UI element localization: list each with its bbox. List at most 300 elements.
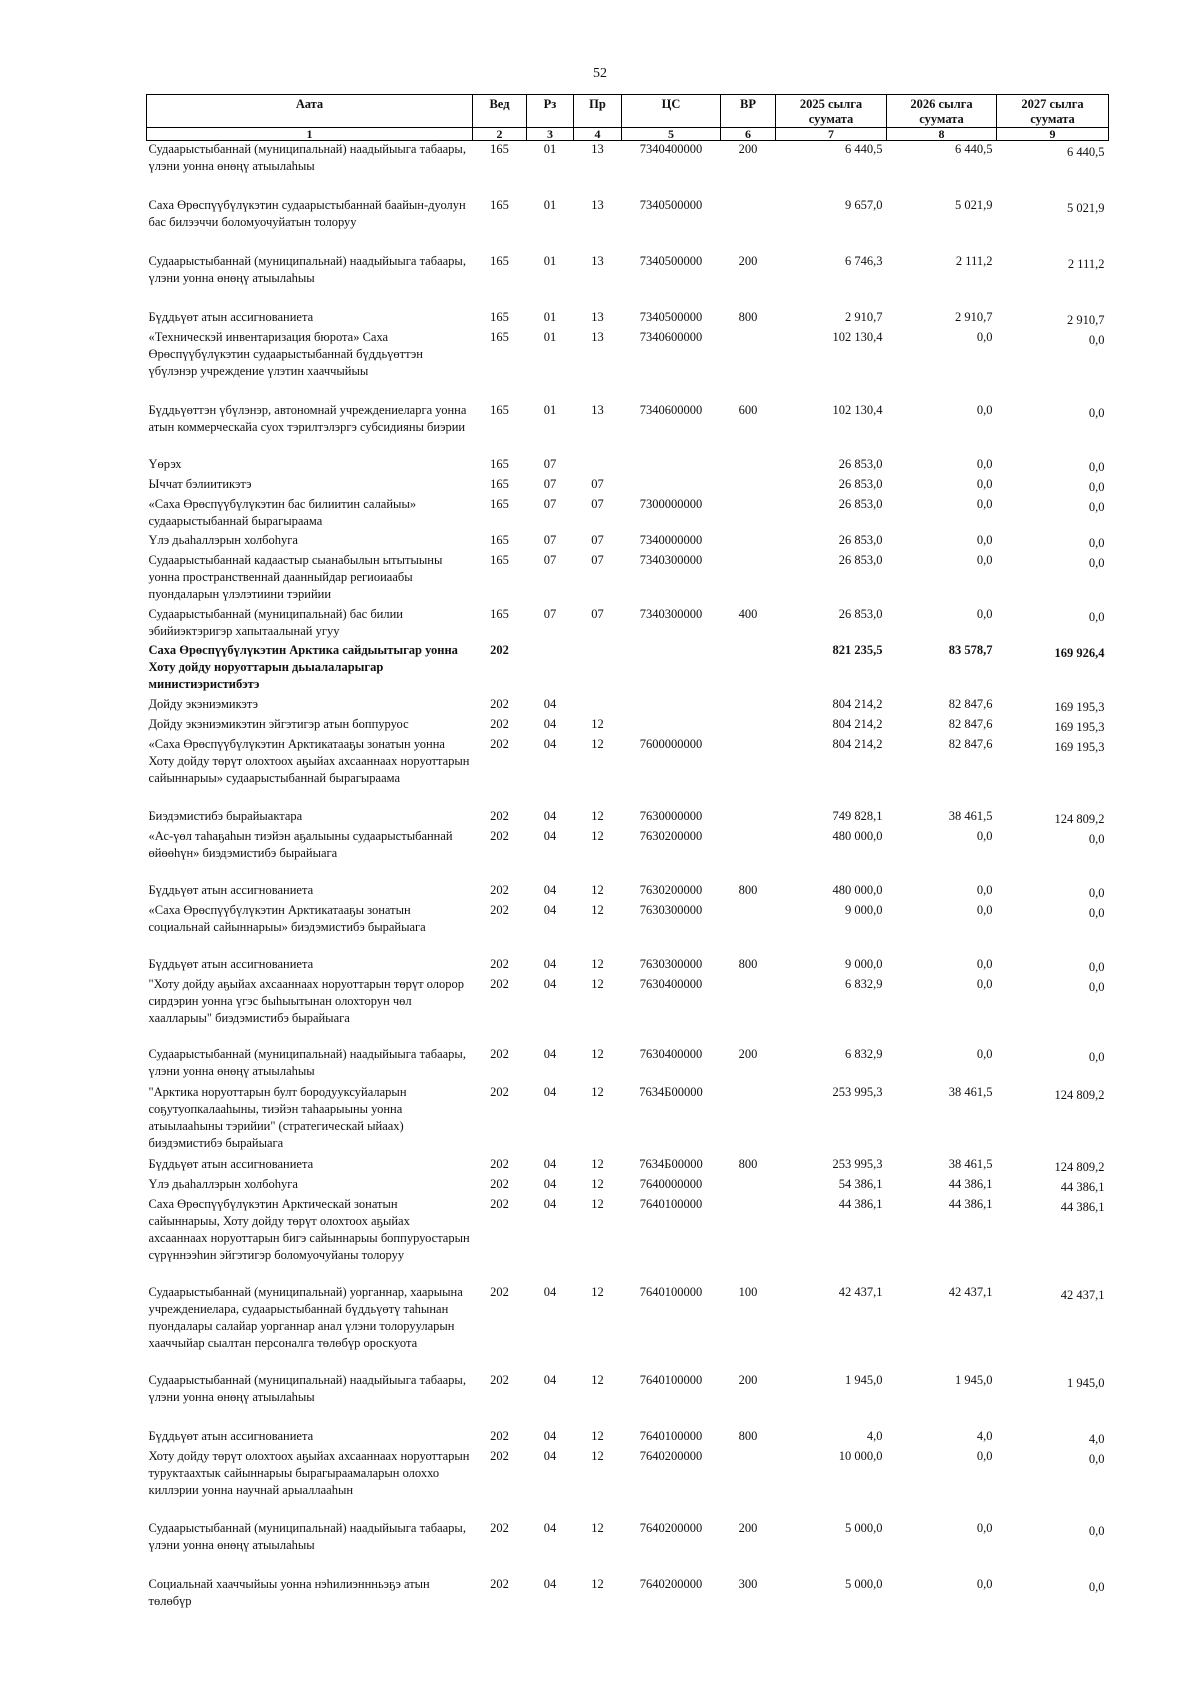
row-amount-2027: 0,0 — [1088, 1523, 1105, 1538]
row-cs: 7300000000 — [639, 496, 703, 511]
table-row — [147, 976, 1109, 1046]
row-cs: 7640100000 — [639, 1284, 703, 1299]
table-row — [147, 1448, 1109, 1520]
row-rz: 04 — [543, 956, 557, 971]
row-cs: 7634Б00000 — [639, 1084, 703, 1099]
row-rz: 04 — [543, 736, 557, 751]
row-amount-2027: 0,0 — [1088, 405, 1105, 420]
row-cs: 7340500000 — [639, 309, 703, 324]
row-amount-2027: 0,0 — [1088, 459, 1105, 474]
row-amount-2025: 42 437,1 — [838, 1284, 883, 1299]
row-rz: 04 — [543, 1448, 557, 1463]
header-cell: 2025 сылга суумата — [776, 95, 887, 128]
row-amount-2025: 9 000,0 — [845, 956, 883, 971]
row-name: «Саха Өрөспүүбүлүкэтин бас билиитин салайыы» судаарыстыбаннай бырагыраама — [148, 496, 417, 528]
row-name: Бүддьүөт атын ассигнованиета — [148, 956, 314, 971]
table-row — [147, 716, 1109, 736]
row-pr: 13 — [591, 253, 604, 268]
row-ved: 202 — [490, 1046, 509, 1061]
row-pr — [574, 642, 622, 696]
row-name: Судаарыстыбаннай (муниципальнай) наадыйыыга табаары, үлэни уонна өнөңү атыылаһыы — [148, 142, 466, 173]
row-amount-2027: 0,0 — [1088, 332, 1105, 347]
row-amount-2026: 1 945,0 — [955, 1372, 993, 1387]
row-pr: 12 — [591, 956, 604, 971]
header-cell: Пр — [574, 95, 622, 128]
row-rz: 07 — [543, 606, 557, 621]
header-row — [147, 95, 1109, 128]
row-amount-2027: 124 809,2 — [1054, 1159, 1105, 1174]
row-amount-2025: 749 828,1 — [832, 808, 883, 823]
row-rz: 04 — [543, 1084, 557, 1099]
table-row — [147, 1520, 1109, 1576]
row-name: Хоту дойду төрүт олохтоох аҕыйах ахсааннаах норуоттарын туруктаахтык сайыннарыы бырагыраамаларын олоххо киллэрии уонна научнай арыаллааһын — [148, 1448, 470, 1497]
row-name: «Саха Өрөспүүбүлүкэтин Арктикатааҕы зонатын социальнай сайыннарыы» биэдэмистибэ бырайыага — [148, 902, 426, 934]
row-cs: 7340500000 — [639, 253, 703, 268]
row-amount-2025: 480 000,0 — [832, 882, 883, 897]
row-ved: 165 — [490, 476, 509, 491]
row-cs: 7340500000 — [639, 197, 703, 212]
budget-table — [146, 94, 1109, 1614]
table-row — [147, 309, 1109, 329]
page-number: 52 — [593, 66, 607, 81]
row-vr: 600 — [738, 402, 758, 417]
table-row — [147, 1576, 1109, 1614]
table-row — [147, 253, 1109, 309]
row-amount-2026: 0,0 — [976, 956, 993, 971]
row-rz: 04 — [543, 808, 557, 823]
row-cs: 7340300000 — [639, 552, 703, 567]
row-cs: 7640200000 — [639, 1448, 703, 1463]
row-amount-2025: 26 853,0 — [838, 496, 883, 511]
row-amount-2025: 821 235,5 — [832, 642, 883, 657]
row-rz: 01 — [543, 402, 557, 417]
table-row — [147, 1428, 1109, 1448]
row-amount-2025: 10 000,0 — [838, 1448, 883, 1463]
row-name: Биэдэмистибэ бырайыактара — [148, 808, 303, 823]
row-amount-2026: 0,0 — [976, 402, 993, 417]
row-amount-2026: 0,0 — [976, 1046, 993, 1061]
row-pr: 13 — [591, 142, 604, 156]
table-row — [147, 808, 1109, 828]
header-cell: 2027 сылга суумата — [997, 95, 1109, 128]
row-ved: 165 — [490, 253, 509, 268]
row-vr — [721, 902, 776, 956]
row-pr: 13 — [591, 309, 604, 324]
row-amount-2026: 44 386,1 — [948, 1196, 993, 1211]
table-row — [147, 402, 1109, 456]
row-pr: 07 — [591, 552, 604, 567]
row-ved: 202 — [490, 1196, 509, 1211]
row-cs: 7340600000 — [639, 329, 703, 344]
row-amount-2025: 1 945,0 — [845, 1372, 883, 1387]
row-vr: 800 — [738, 309, 758, 324]
row-vr: 200 — [738, 1372, 758, 1387]
row-amount-2027: 4,0 — [1088, 1431, 1105, 1446]
table-row — [147, 329, 1109, 402]
row-vr: 800 — [738, 956, 758, 971]
row-amount-2025: 6 746,3 — [845, 253, 883, 268]
row-pr: 13 — [591, 402, 604, 417]
row-amount-2025: 6 832,9 — [845, 976, 883, 991]
row-rz: 04 — [543, 828, 557, 843]
row-name: «Ас-үөл таһаҕаһын тиэйэн аҕалыыны судаарыстыбаннай өйөөһүн» биэдэмистибэ бырайыага — [148, 828, 453, 860]
row-rz: 01 — [543, 197, 557, 212]
table-row — [147, 882, 1109, 902]
row-pr: 12 — [591, 808, 604, 823]
row-amount-2027: 2 910,7 — [1067, 312, 1105, 327]
row-name: Социальнай хааччыйыы уонна нэһилиэннньэҕэ атын төлөбүр — [148, 1576, 430, 1608]
row-name: «Техническэй инвентаризация бюрота» Саха Өрөспүүбүлүкэтин судаарыстыбаннай бүддьүөттэн үбүлэнэр учреждение үлэтин хааччыйыы — [148, 329, 423, 378]
row-name: «Саха Өрөспүүбүлүкэтин Арктикатааҕы зонатын уонна Хоту дойду төрүт олохтоох аҕыйах ахсааннаах норуоттарын сайыннарыы» судаарыстыбаннай бырагыраама — [148, 736, 470, 785]
row-amount-2025: 804 214,2 — [832, 736, 883, 751]
row-amount-2025: 26 853,0 — [838, 606, 883, 621]
row-ved: 202 — [490, 696, 509, 711]
row-ved: 165 — [490, 606, 509, 621]
row-ved: 165 — [490, 456, 509, 471]
row-ved: 202 — [490, 902, 509, 917]
table-row — [147, 197, 1109, 253]
row-amount-2027: 44 386,1 — [1060, 1199, 1105, 1214]
row-amount-2026: 42 437,1 — [948, 1284, 993, 1299]
row-vr — [721, 1448, 776, 1520]
row-amount-2027: 0,0 — [1088, 885, 1105, 900]
row-amount-2025: 6 440,5 — [845, 142, 883, 156]
row-vr — [721, 828, 776, 882]
row-cs: 7640100000 — [639, 1372, 703, 1387]
header-cell: ЦС — [622, 95, 721, 128]
row-amount-2026: 82 847,6 — [948, 716, 993, 731]
row-cs: 7340400000 — [639, 142, 703, 156]
row-rz: 01 — [543, 253, 557, 268]
row-ved: 202 — [490, 1284, 509, 1299]
row-amount-2026: 44 386,1 — [948, 1176, 993, 1191]
row-name: Саха Өрөспүүбүлүкэтин Арктическай зонатын сайыннарыы, Хоту дойду төрүт олохтоох аҕыйах ахсааннаах норуоттарын бигэ сайыннарыы боппуруостарын сүрүннээһин эйгэтигэр боломуочуйаны толоруу — [148, 1196, 470, 1262]
row-amount-2026: 0,0 — [976, 1576, 993, 1591]
row-ved: 202 — [490, 882, 509, 897]
row-amount-2027: 44 386,1 — [1060, 1179, 1105, 1194]
row-name: Судаарыстыбаннай (муниципальнай) бас билии эбийиэктэригэр хапытаалынай угуу — [148, 606, 403, 638]
row-amount-2026: 38 461,5 — [948, 808, 993, 823]
row-pr: 12 — [591, 1448, 604, 1463]
row-rz: 04 — [543, 1176, 557, 1191]
row-amount-2025: 253 995,3 — [832, 1156, 883, 1171]
table-body — [147, 141, 1109, 1614]
row-ved: 165 — [490, 142, 509, 156]
column-number: 7 — [776, 128, 887, 141]
row-amount-2026: 0,0 — [976, 532, 993, 547]
row-amount-2027: 169 195,3 — [1054, 699, 1105, 714]
row-cs — [622, 476, 721, 496]
row-ved: 202 — [490, 716, 509, 731]
row-pr: 07 — [591, 606, 604, 621]
header-cell: Аата — [147, 95, 473, 128]
row-ved: 165 — [490, 552, 509, 567]
row-pr — [574, 456, 622, 476]
row-cs: 7630000000 — [639, 808, 703, 823]
row-pr: 07 — [591, 496, 604, 511]
column-number: 3 — [527, 128, 574, 141]
row-pr: 07 — [591, 532, 604, 547]
row-amount-2025: 102 130,4 — [832, 329, 883, 344]
row-amount-2025: 2 910,7 — [845, 309, 883, 324]
row-ved: 202 — [490, 1576, 509, 1591]
row-pr: 12 — [591, 1284, 604, 1299]
row-ved: 165 — [490, 329, 509, 344]
row-vr — [721, 552, 776, 606]
row-cs: 7640000000 — [639, 1176, 703, 1191]
row-rz: 04 — [543, 1520, 557, 1535]
row-pr: 13 — [591, 329, 604, 344]
row-amount-2026: 0,0 — [976, 496, 993, 511]
row-pr: 12 — [591, 1046, 604, 1061]
row-rz: 07 — [543, 456, 557, 471]
row-amount-2027: 0,0 — [1088, 959, 1105, 974]
row-rz: 07 — [543, 552, 557, 567]
row-rz: 04 — [543, 902, 557, 917]
row-amount-2026: 0,0 — [976, 902, 993, 917]
row-amount-2027: 124 809,2 — [1054, 811, 1105, 826]
row-name: Саха Өрөспүүбүлүкэтин судаарыстыбаннай баайын-дуолун бас билээччи боломуочуйатын толоруу — [148, 197, 466, 229]
row-ved: 165 — [490, 402, 509, 417]
row-pr: 12 — [591, 902, 604, 917]
row-vr — [721, 476, 776, 496]
row-name: Бүддьүөттэн үбүлэнэр, автономнай учреждениеларга уонна атын коммерческайа суох тэрилтэлэргэ субсидияны биэрии — [148, 402, 467, 434]
row-amount-2027: 0,0 — [1088, 479, 1105, 494]
column-number: 2 — [473, 128, 527, 141]
row-ved: 202 — [490, 1176, 509, 1191]
row-name: Судаарыстыбаннай (муниципальнай) наадыйыыга табаары, үлэни уонна өнөңү атыылаһыы — [148, 1046, 466, 1078]
table-row — [147, 642, 1109, 696]
row-vr — [721, 696, 776, 716]
row-pr: 12 — [591, 716, 604, 731]
row-cs — [622, 456, 721, 476]
row-name: Саха Өрөспүүбүлүкэтин Арктика сайдыытыгар уонна Хоту дойду норуоттарын дьыалаларыгар министиэристибэтэ — [148, 642, 458, 691]
row-cs: 7340300000 — [639, 606, 703, 621]
row-rz: 04 — [543, 1284, 557, 1299]
row-amount-2026: 38 461,5 — [948, 1084, 993, 1099]
row-amount-2026: 5 021,9 — [955, 197, 993, 212]
row-cs — [622, 642, 721, 696]
row-amount-2026: 0,0 — [976, 606, 993, 621]
row-vr — [721, 642, 776, 696]
row-pr: 12 — [591, 1428, 604, 1443]
row-ved: 202 — [490, 956, 509, 971]
row-ved: 202 — [490, 976, 509, 991]
table-row — [147, 456, 1109, 476]
table-row — [147, 476, 1109, 496]
row-cs: 7640200000 — [639, 1576, 703, 1591]
row-amount-2025: 253 995,3 — [832, 1084, 883, 1099]
row-amount-2025: 44 386,1 — [838, 1196, 883, 1211]
row-cs: 7340000000 — [639, 532, 703, 547]
table-row — [147, 696, 1109, 716]
row-vr — [721, 532, 776, 552]
row-vr: 200 — [738, 253, 758, 268]
row-amount-2027: 0,0 — [1088, 609, 1105, 624]
row-amount-2027: 0,0 — [1088, 499, 1105, 514]
row-cs: 7640200000 — [639, 1520, 703, 1535]
row-rz: 07 — [543, 496, 557, 511]
row-amount-2025: 804 214,2 — [832, 716, 883, 731]
row-ved: 165 — [490, 309, 509, 324]
row-amount-2027: 1 945,0 — [1067, 1375, 1105, 1390]
table-row — [147, 532, 1109, 552]
row-name: Бүддьүөт атын ассигнованиета — [148, 1428, 314, 1443]
row-cs — [622, 716, 721, 736]
row-amount-2027: 169 195,3 — [1054, 719, 1105, 734]
row-cs: 7630200000 — [639, 828, 703, 843]
row-ved: 202 — [490, 1372, 509, 1387]
row-name: Дойду экэниэмикэтин эйгэтигэр атын боппуруос — [148, 716, 409, 731]
row-cs: 7630400000 — [639, 1046, 703, 1061]
row-ved: 202 — [490, 642, 509, 657]
row-pr: 13 — [591, 197, 604, 212]
row-cs — [622, 696, 721, 716]
row-vr: 200 — [738, 142, 758, 156]
row-name: Судаарыстыбаннай (муниципальнай) наадыйыыга табаары, үлэни уонна өнөңү атыылаһыы — [148, 1520, 466, 1552]
row-cs: 7630300000 — [639, 956, 703, 971]
row-amount-2026: 0,0 — [976, 552, 993, 567]
row-name: Үөрэх — [148, 456, 182, 471]
row-vr: 100 — [738, 1284, 758, 1299]
row-vr — [721, 1176, 776, 1196]
row-name: Судаарыстыбаннай (муниципальнай) наадыйыыга табаары, үлэни уонна өнөңү атыылаһыы — [148, 253, 466, 285]
row-ved: 202 — [490, 1156, 509, 1171]
row-rz: 04 — [543, 1372, 557, 1387]
row-cs: 7600000000 — [639, 736, 703, 751]
row-amount-2025: 26 853,0 — [838, 552, 883, 567]
row-ved: 202 — [490, 808, 509, 823]
row-name: Ыччат бэлиитикэтэ — [148, 476, 252, 491]
row-vr — [721, 1196, 776, 1284]
header-cell: Вед — [473, 95, 527, 128]
row-vr — [721, 808, 776, 828]
row-ved: 202 — [490, 828, 509, 843]
row-rz: 01 — [543, 309, 557, 324]
row-name: Үлэ дьаһаллэрын холбоһуга — [148, 532, 298, 547]
table-row — [147, 606, 1109, 642]
row-vr — [721, 736, 776, 808]
row-amount-2026: 0,0 — [976, 456, 993, 471]
table-row — [147, 828, 1109, 882]
row-amount-2025: 4,0 — [866, 1428, 883, 1443]
row-amount-2027: 0,0 — [1088, 555, 1105, 570]
row-amount-2027: 0,0 — [1088, 1579, 1105, 1594]
row-pr: 12 — [591, 828, 604, 843]
row-pr: 12 — [591, 1520, 604, 1535]
row-rz: 01 — [543, 142, 557, 156]
row-amount-2026: 82 847,6 — [948, 696, 993, 711]
row-name: Судаарыстыбаннай (муниципальнай) уорганнар, хаарыына учреждениелара, судаарыстыбаннай бүддьүөтү таһынан пуондалары салайар уорганнар анал үлэни толорууларын хааччыйар сыалтан персоналга төлөбүр ороскуота — [148, 1284, 463, 1350]
row-rz: 04 — [543, 1046, 557, 1061]
row-vr — [721, 456, 776, 476]
row-vr: 800 — [738, 882, 758, 897]
row-amount-2025: 54 386,1 — [838, 1176, 883, 1191]
row-amount-2027: 169 926,4 — [1054, 645, 1105, 660]
row-name: Судаарыстыбаннай (муниципальнай) наадыйыыга табаары, үлэни уонна өнөңү атыылаһыы — [148, 1372, 466, 1404]
row-vr — [721, 496, 776, 532]
row-amount-2025: 102 130,4 — [832, 402, 883, 417]
row-amount-2027: 0,0 — [1088, 831, 1105, 846]
row-ved: 202 — [490, 1428, 509, 1443]
row-amount-2026: 6 440,5 — [955, 142, 993, 156]
row-amount-2026: 38 461,5 — [948, 1156, 993, 1171]
row-pr: 12 — [591, 1176, 604, 1191]
row-amount-2025: 480 000,0 — [832, 828, 883, 843]
row-rz: 04 — [543, 882, 557, 897]
row-amount-2027: 0,0 — [1088, 535, 1105, 550]
row-amount-2026: 0,0 — [976, 329, 993, 344]
row-amount-2025: 26 853,0 — [838, 476, 883, 491]
row-rz — [527, 642, 574, 696]
row-vr — [721, 716, 776, 736]
row-amount-2025: 26 853,0 — [838, 532, 883, 547]
column-number-row — [147, 128, 1109, 141]
row-amount-2026: 4,0 — [976, 1428, 993, 1443]
row-name: Дойду экэниэмикэтэ — [148, 696, 258, 711]
row-ved: 202 — [490, 1520, 509, 1535]
header-cell: Рз — [527, 95, 574, 128]
row-pr: 12 — [591, 882, 604, 897]
row-rz: 07 — [543, 476, 557, 491]
row-vr — [721, 976, 776, 1046]
row-rz: 04 — [543, 1156, 557, 1171]
row-pr: 07 — [591, 476, 604, 491]
row-vr: 200 — [738, 1520, 758, 1535]
row-amount-2026: 2 111,2 — [955, 253, 993, 268]
row-amount-2025: 26 853,0 — [838, 456, 883, 471]
row-cs: 7630300000 — [639, 902, 703, 917]
row-amount-2026: 0,0 — [976, 828, 993, 843]
row-cs: 7634Б00000 — [639, 1156, 703, 1171]
column-number: 6 — [721, 128, 776, 141]
row-amount-2027: 169 195,3 — [1054, 739, 1105, 754]
row-pr: 12 — [591, 736, 604, 751]
column-number: 4 — [574, 128, 622, 141]
row-name: Бүддьүөт атын ассигнованиета — [148, 882, 314, 897]
table-row — [147, 902, 1109, 956]
row-amount-2025: 6 832,9 — [845, 1046, 883, 1061]
table-row — [147, 1196, 1109, 1284]
table-row — [147, 1176, 1109, 1196]
row-ved: 202 — [490, 736, 509, 751]
table-row — [147, 1284, 1109, 1372]
row-vr: 300 — [738, 1576, 758, 1591]
row-rz: 04 — [543, 716, 557, 731]
row-amount-2027: 42 437,1 — [1060, 1287, 1105, 1302]
row-amount-2027: 124 809,2 — [1054, 1087, 1105, 1102]
row-amount-2025: 804 214,2 — [832, 696, 883, 711]
row-amount-2026: 83 578,7 — [948, 642, 993, 657]
row-amount-2027: 6 440,5 — [1067, 145, 1105, 159]
row-pr: 12 — [591, 1576, 604, 1591]
row-amount-2025: 9 657,0 — [845, 197, 883, 212]
row-ved: 202 — [490, 1448, 509, 1463]
table-row — [147, 1156, 1109, 1176]
header-cell: ВР — [721, 95, 776, 128]
row-amount-2027: 0,0 — [1088, 1451, 1105, 1466]
row-name: "Арктика норуоттарын булт бородууксуйаларын соҕутуопкалааһыны, тиэйэн таһаарыыны уонна атыылааһыны тэрийии" (стратегическай ыйаах) биэдэмистибэ бырайыага — [148, 1084, 407, 1150]
row-name: Үлэ дьаһаллэрын холбоһуга — [148, 1176, 298, 1191]
column-number: 9 — [997, 128, 1109, 141]
row-vr — [721, 197, 776, 253]
column-number: 8 — [887, 128, 997, 141]
row-ved: 165 — [490, 197, 509, 212]
row-vr — [721, 329, 776, 402]
row-ved: 202 — [490, 1084, 509, 1099]
row-vr: 800 — [738, 1428, 758, 1443]
table-row — [147, 496, 1109, 532]
